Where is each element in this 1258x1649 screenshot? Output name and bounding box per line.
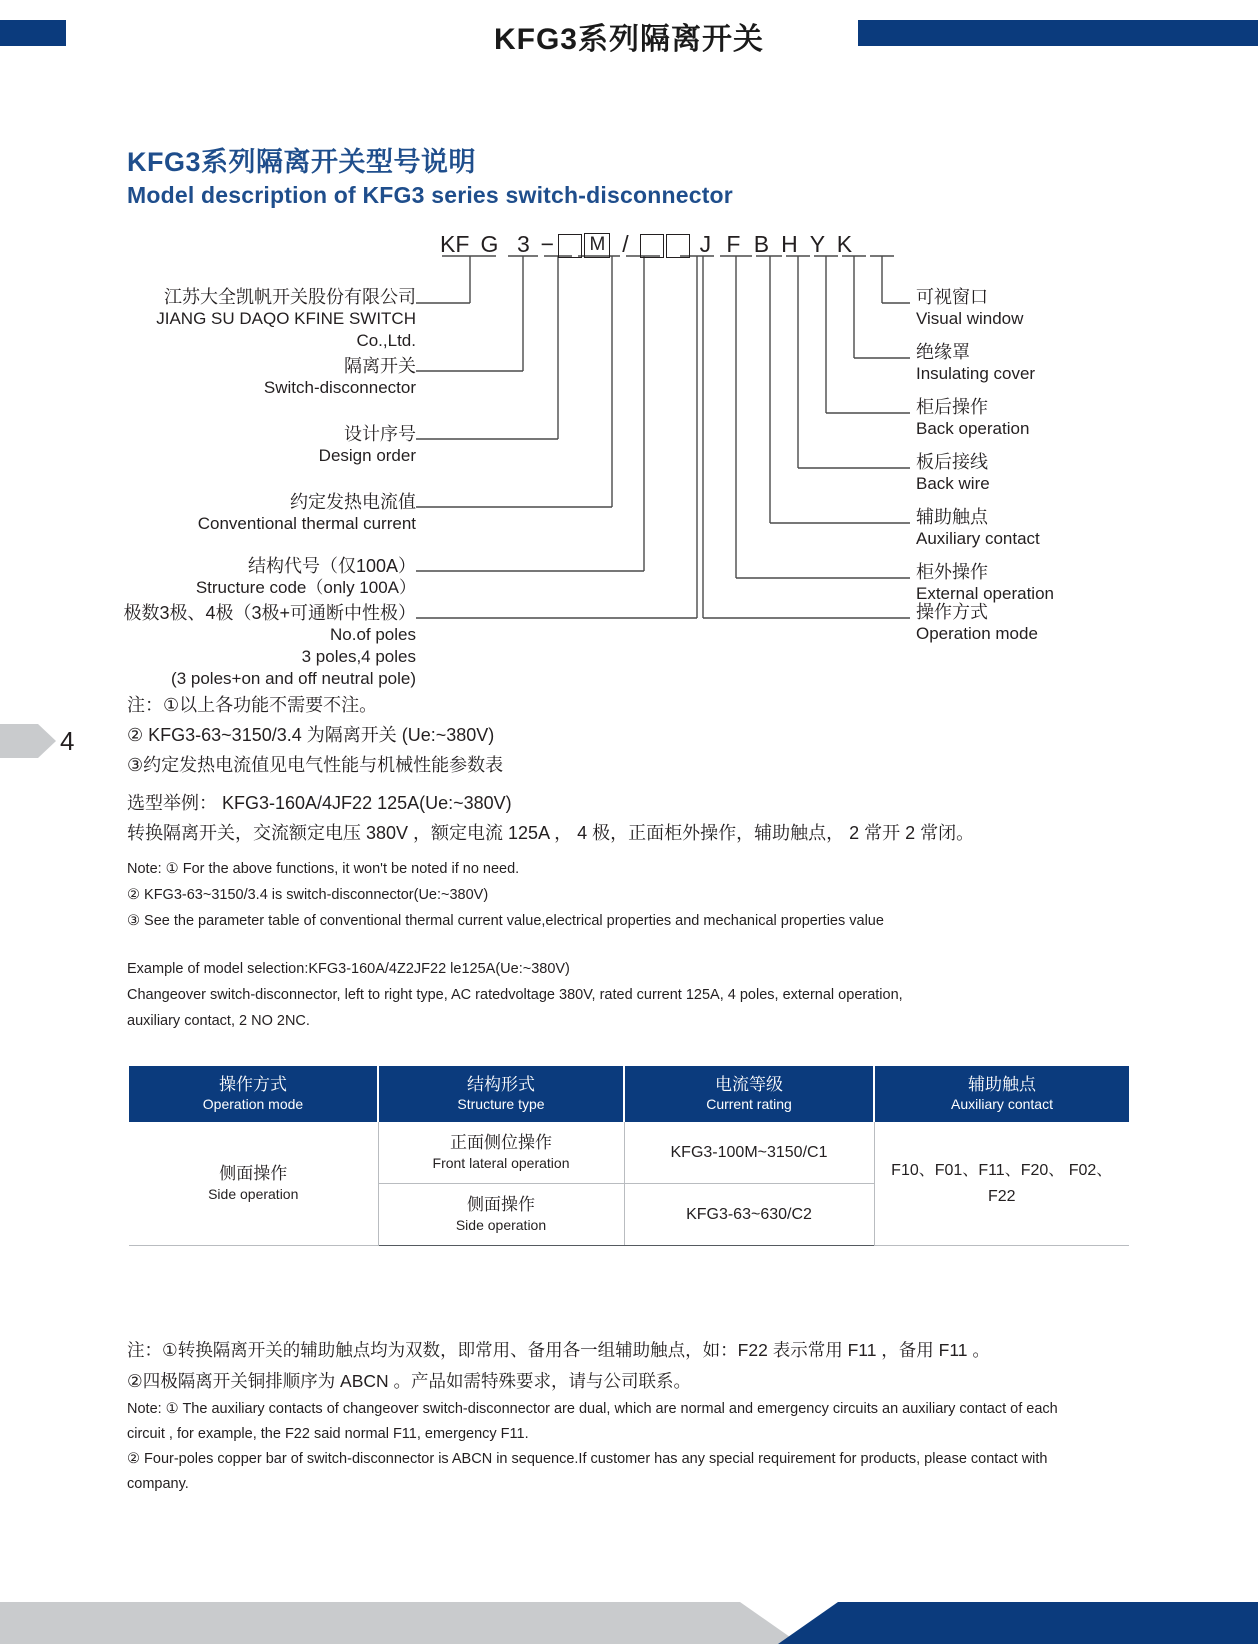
page-arrow-icon	[0, 718, 56, 764]
code-token-kf: KF	[440, 231, 470, 257]
cell-current-rating-1-value: KFG3-100M~3150/C1	[670, 1143, 828, 1161]
code-token-b: B	[753, 231, 770, 257]
label-no-of-poles	[10, 602, 416, 690]
label-thermal-current-cn: 约定发热电流值	[290, 492, 416, 512]
note-cn-2: ② KFG3-63~3150/3.4 为隔离开关 (Ue:~380V)	[127, 725, 495, 745]
label-back-wire-cn: 板后接线	[916, 452, 988, 472]
bottom-note-en-1: Note: ① The auxiliary contacts of changeover switch-disconnector are dual, which are normal and emergency circuits an auxiliary contact of each	[127, 1401, 1058, 1417]
table-header-current-rating-en: Current rating	[706, 1096, 792, 1112]
label-company-en2: Co.,Ltd.	[356, 331, 416, 350]
label-operation-mode-en: Operation mode	[916, 624, 1038, 643]
bottom-note-en-2: circuit , for example, the F22 said normal F11, emergency F11.	[127, 1426, 529, 1442]
bottom-notes-block	[127, 1335, 1137, 1497]
code-token-y: Y	[809, 231, 826, 257]
code-token-box-poles	[558, 234, 582, 258]
bottom-note-en-4: company.	[127, 1476, 189, 1492]
cell-current-rating-2-value: KFG3-63~630/C2	[686, 1205, 812, 1223]
cell-auxiliary-contact-line1: F10、F01、F11、F20、	[891, 1161, 1065, 1179]
table-header-operation-mode	[129, 1066, 378, 1122]
table-header-operation-mode-cn: 操作方式	[219, 1075, 287, 1094]
label-design-order-en: Design order	[318, 446, 416, 465]
label-no-of-poles-en3: (3 poles+on and off neutral pole)	[171, 669, 416, 688]
code-token-h: H	[781, 231, 798, 257]
label-operation-mode-cn: 操作方式	[916, 602, 988, 622]
label-back-operation-en: Back operation	[916, 419, 1030, 438]
label-company	[120, 286, 416, 352]
note-cn-1: 注：①以上各功能不需要不注。	[127, 695, 378, 715]
footer-graphic	[0, 1524, 1258, 1644]
code-token-k: K	[836, 231, 853, 257]
label-operation-mode	[916, 601, 1038, 645]
label-back-operation	[916, 396, 1029, 440]
page-header	[0, 0, 1258, 70]
cell-structure-type-1-en: Front lateral operation	[432, 1155, 570, 1171]
model-code-row	[440, 226, 857, 260]
label-structure-code-en: Structure code（only 100A）	[195, 578, 416, 597]
table-header-structure-type-cn: 结构形式	[467, 1075, 535, 1094]
cell-auxiliary-contact	[874, 1122, 1129, 1246]
table-header-structure-type	[378, 1066, 624, 1122]
code-token-3: 3	[516, 231, 530, 257]
bottom-note-cn-1: 注：①转换隔离开关的辅助触点均为双数，即常用、备用各一组辅助触点，如：F22 表示常用 F11 ，备用 F11 。	[127, 1340, 990, 1360]
label-external-operation	[916, 561, 1054, 605]
code-token-g: G	[480, 231, 499, 257]
note-en-2: ② KFG3-63~3150/3.4 is switch-disconnector(Ue:~380V)	[127, 887, 489, 903]
label-visual-window	[916, 286, 1023, 330]
label-design-order-cn: 设计序号	[344, 424, 416, 444]
cell-auxiliary-contact-line2: F02、F22	[987, 1161, 1113, 1205]
cell-operation-mode-cn: 侧面操作	[219, 1164, 288, 1183]
note-en-example-1: Example of model selection:KFG3-160A/4Z2JF22 le125A(Ue:~380V)	[127, 961, 570, 977]
code-token-f: F	[726, 231, 741, 257]
label-thermal-current-en: Conventional thermal current	[197, 514, 416, 533]
label-visual-window-cn: 可视窗口	[916, 287, 988, 307]
label-no-of-poles-cn: 极数3极、4极（3极+可通断中性极）	[123, 603, 416, 623]
label-insulating-cover-en: Insulating cover	[916, 364, 1036, 383]
label-switch-disconnector-en: Switch-disconnector	[263, 378, 416, 397]
bottom-note-cn-2: ②四极隔离开关铜排顺序为 ABCN 。产品如需特殊要求，请与公司联系。	[127, 1371, 692, 1391]
cell-operation-mode-en: Side operation	[208, 1186, 299, 1202]
label-thermal-current	[120, 491, 416, 535]
bottom-note-en-3: ② Four-poles copper bar of switch-disconnector is ABCN in sequence.If customer has any special requirement for products, please contact with	[127, 1451, 1048, 1467]
table-header-operation-mode-en: Operation mode	[202, 1096, 304, 1112]
note-cn-example-2: 转换隔离开关，交流额定电压 380V ，额定电流 125A ， 4 极，正面柜外操作，辅助触点， 2 常开 2 常闭。	[127, 823, 975, 843]
label-insulating-cover	[916, 341, 1035, 385]
page-number: 4	[60, 726, 75, 756]
cell-structure-type-1-cn: 正面侧位操作	[450, 1133, 552, 1152]
page-marker	[0, 718, 110, 778]
cell-structure-type-1	[378, 1122, 624, 1184]
page-footer	[0, 1524, 1258, 1644]
table-row	[129, 1122, 1129, 1184]
note-en-example-3: auxiliary contact, 2 NO 2NC.	[127, 1013, 310, 1029]
note-cn-3: ③约定发热电流值见电气性能与机械性能参数表	[127, 755, 504, 775]
label-no-of-poles-en: No.of poles	[330, 625, 416, 644]
label-back-wire-en: Back wire	[916, 474, 990, 493]
table-header-auxiliary-contact-cn: 辅助触点	[968, 1075, 1036, 1094]
code-token-j: J	[699, 231, 712, 257]
page-title: KFG3系列隔离开关	[493, 23, 764, 56]
note-en-1: Note: ① For the above functions, it won't be noted if no need.	[127, 861, 520, 877]
code-token-slash: /	[622, 231, 629, 257]
label-auxiliary-contact-cn: 辅助触点	[916, 507, 988, 527]
label-switch-disconnector-cn: 隔离开关	[344, 356, 416, 376]
code-token-box-m: M	[584, 233, 610, 258]
section-title-cn: KFG3系列隔离开关型号说明	[127, 147, 477, 177]
cell-structure-type-2-en: Side operation	[455, 1217, 547, 1233]
table-header-current-rating-cn: 电流等级	[715, 1075, 783, 1094]
cell-structure-type-2	[378, 1184, 624, 1246]
model-code-diagram	[120, 218, 1140, 688]
label-external-operation-en: External operation	[916, 584, 1054, 603]
cell-operation-mode	[129, 1122, 378, 1246]
label-no-of-poles-en2: 3 poles,4 poles	[301, 647, 416, 666]
label-back-operation-cn: 柜后操作	[916, 397, 988, 417]
section-title-en: Model description of KFG3 series switch-disconnector	[127, 182, 733, 208]
spec-table	[129, 1066, 1129, 1246]
cell-current-rating-2	[624, 1184, 874, 1246]
notes-block	[127, 690, 1127, 1034]
label-insulating-cover-cn: 绝缘罩	[916, 342, 970, 362]
note-en-example-2: Changeover switch-disconnector, left to right type, AC ratedvoltage 380V, rated current 125A, 4 poles, external operation,	[127, 987, 903, 1003]
spec-table-wrapper	[129, 1066, 1113, 1246]
table-header-structure-type-en: Structure type	[457, 1096, 545, 1112]
label-structure-code	[120, 555, 416, 599]
label-switch-disconnector	[120, 355, 416, 399]
label-design-order	[120, 423, 416, 467]
label-external-operation-cn: 柜外操作	[916, 562, 988, 582]
table-header-auxiliary-contact	[874, 1066, 1129, 1122]
code-token-box-b	[666, 234, 690, 258]
note-en-3: ③ See the parameter table of conventional thermal current value,electrical properties and mechanical properties value	[127, 913, 884, 929]
table-header-row	[129, 1066, 1129, 1122]
label-back-wire	[916, 451, 990, 495]
code-token-box-a	[640, 234, 664, 258]
label-company-en: JIANG SU DAQO KFINE SWITCH	[156, 309, 416, 328]
code-token-dash: −	[540, 231, 555, 257]
cell-current-rating-1	[624, 1122, 874, 1184]
label-company-cn: 江苏大全凯帆开关股份有限公司	[164, 287, 416, 307]
label-auxiliary-contact-en: Auxiliary contact	[916, 529, 1040, 548]
table-header-auxiliary-contact-en: Auxiliary contact	[951, 1096, 1053, 1112]
label-visual-window-en: Visual window	[916, 309, 1024, 328]
label-structure-code-cn: 结构代号（仅100A）	[247, 556, 416, 576]
label-auxiliary-contact	[916, 506, 1040, 550]
cell-structure-type-2-cn: 侧面操作	[467, 1195, 535, 1214]
table-header-current-rating	[624, 1066, 874, 1122]
note-cn-example-1: 选型举例： KFG3-160A/4JF22 125A(Ue:~380V)	[127, 793, 512, 813]
